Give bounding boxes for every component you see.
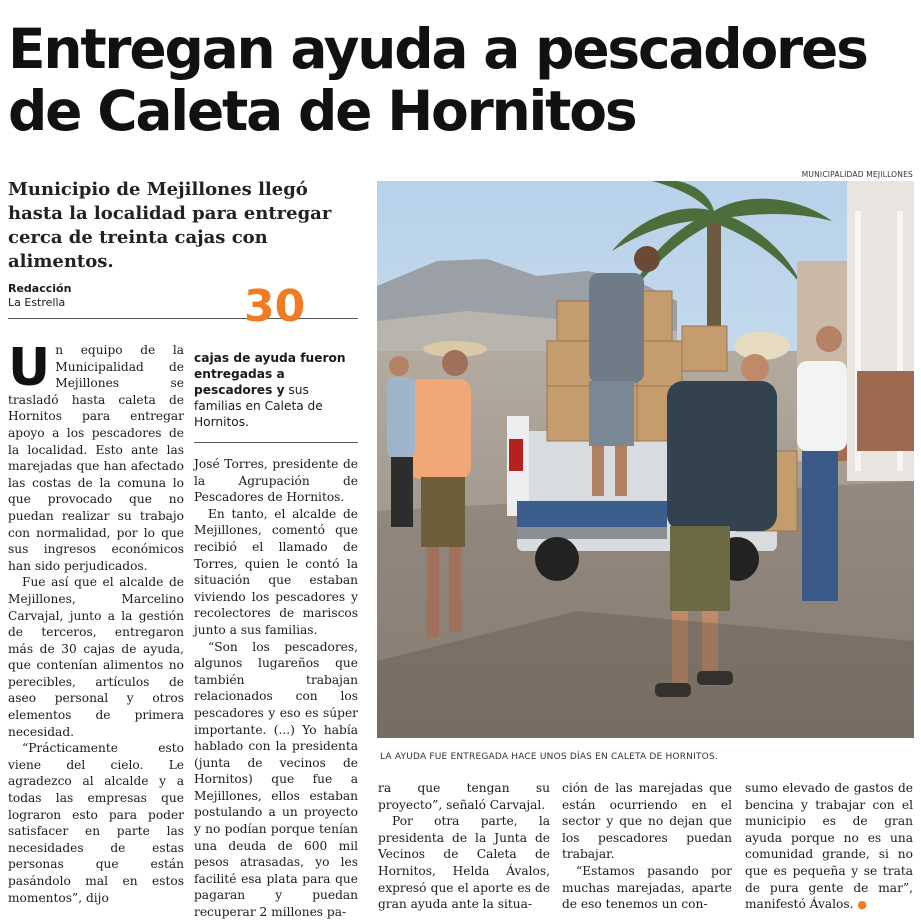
paragraph: “Prácticamente esto viene del cielo. Le agradezco al alcalde y a todas las empresas que lograron esto para poder satisfacer en parte las necesidades de estas personas que están pasándolo mal en estos momentos”, dijo xyxy=(8,741,184,905)
photo-credit: MUNICIPALIDAD MEJILLONES xyxy=(801,170,913,179)
paragraph: sumo elevado de gastos de bencina y trabajar con el municipio es de gran ayuda porque no es una comunidad grande, si no que es pequeña y se trata de pura gente de mar”, manifestó Ávalos. ● xyxy=(745,781,913,912)
paragraph: Por otra parte, la presidenta de la Junta de Vecinos de Caleta de Hornitos, Helda Ávalos, expresó que el aporte es de gran ayuda ante la situa- xyxy=(378,814,550,912)
paragraph: En tanto, el alcalde de Mejillones, comentó que recibió el llamado de Torres, quien le contó la situación que estaban viviendo los pescadores y recolectores de mariscos junto a sus familias. xyxy=(194,506,358,637)
paragraph: “Son los pescadores, algunos lugareños que también trabajan relacionados con los pescadores y eso es súper importante. (...) Yo había hablado con la presidenta (junta de vecinos de Hornitos) que fue a Mejillones, ellos estaban postulando a un proyecto y no podían porque tenían una deuda de 600 mil pesos atrasadas, yo les facilité esa plata para que pagaran y puedan recuperar 2 millones pa- xyxy=(194,639,358,920)
byline-outlet: La Estrella xyxy=(8,296,66,309)
photo-caption: LA AYUDA FUE ENTREGADA HACE UNOS DÍAS EN CALETA DE HORNITOS. xyxy=(380,752,718,762)
deck: Municipio de Mejillones llegó hasta la localidad para entregar cerca de treinta cajas con alimentos. xyxy=(8,179,332,272)
body-column-5 xyxy=(745,780,913,914)
factbox-text: sus familias en Caleta de Hornitos. xyxy=(194,383,323,429)
end-mark-icon: ● xyxy=(857,898,867,912)
body-column-3 xyxy=(378,780,550,913)
paragraph: “Estamos pasando por muchas marejadas, aparte de eso tenemos un con- xyxy=(562,863,732,912)
body-column-2 xyxy=(194,456,358,921)
headline xyxy=(8,18,913,142)
factbox-bold-text: cajas de ayuda fueron entregadas a pescadores y xyxy=(194,351,346,397)
paragraph: Fue así que el alcalde de Mejillones, Marcelino Carvajal, junto a la gestión de terceros, entregaron más de 30 cajas de ayuda, que contenían alimentos no perecibles, artículos de aseo personal y otros elementos de primera necesidad. xyxy=(8,575,184,739)
headline-line-2: de Caleta de Hornitos xyxy=(8,79,636,143)
factbox xyxy=(194,350,358,443)
byline-name: Redacción xyxy=(8,282,72,295)
paragraph: José Torres, presidente de la Agrupación de Pescadores de Hornitos. xyxy=(194,457,358,505)
factbox-number: 30 xyxy=(244,281,306,332)
body-column-1 xyxy=(8,338,184,906)
dropcap: U xyxy=(8,338,51,398)
paragraph: ción de las marejadas que están ocurriendo en el sector y que no dejan que los pescadores puedan trabajar. xyxy=(562,781,732,862)
headline-line-1: Entregan ayuda a pescadores xyxy=(8,17,867,81)
photo-illustration xyxy=(377,181,914,738)
paragraph: ra que tengan su proyecto”, señaló Carvajal. xyxy=(378,781,550,812)
article-photo xyxy=(377,181,914,738)
paragraph: Un equipo de la Municipalidad de Mejillones se trasladó hasta caleta de Hornitos para entregar apoyo a los pescadores de la localidad. Esto ante las marejadas que han afectado las costas de la comuna lo que provocado que no puedan realizar su trabajo con normalidad, por lo que sus ingresos económicos han sido perjudicados. xyxy=(8,338,184,573)
body-column-4 xyxy=(562,780,732,913)
